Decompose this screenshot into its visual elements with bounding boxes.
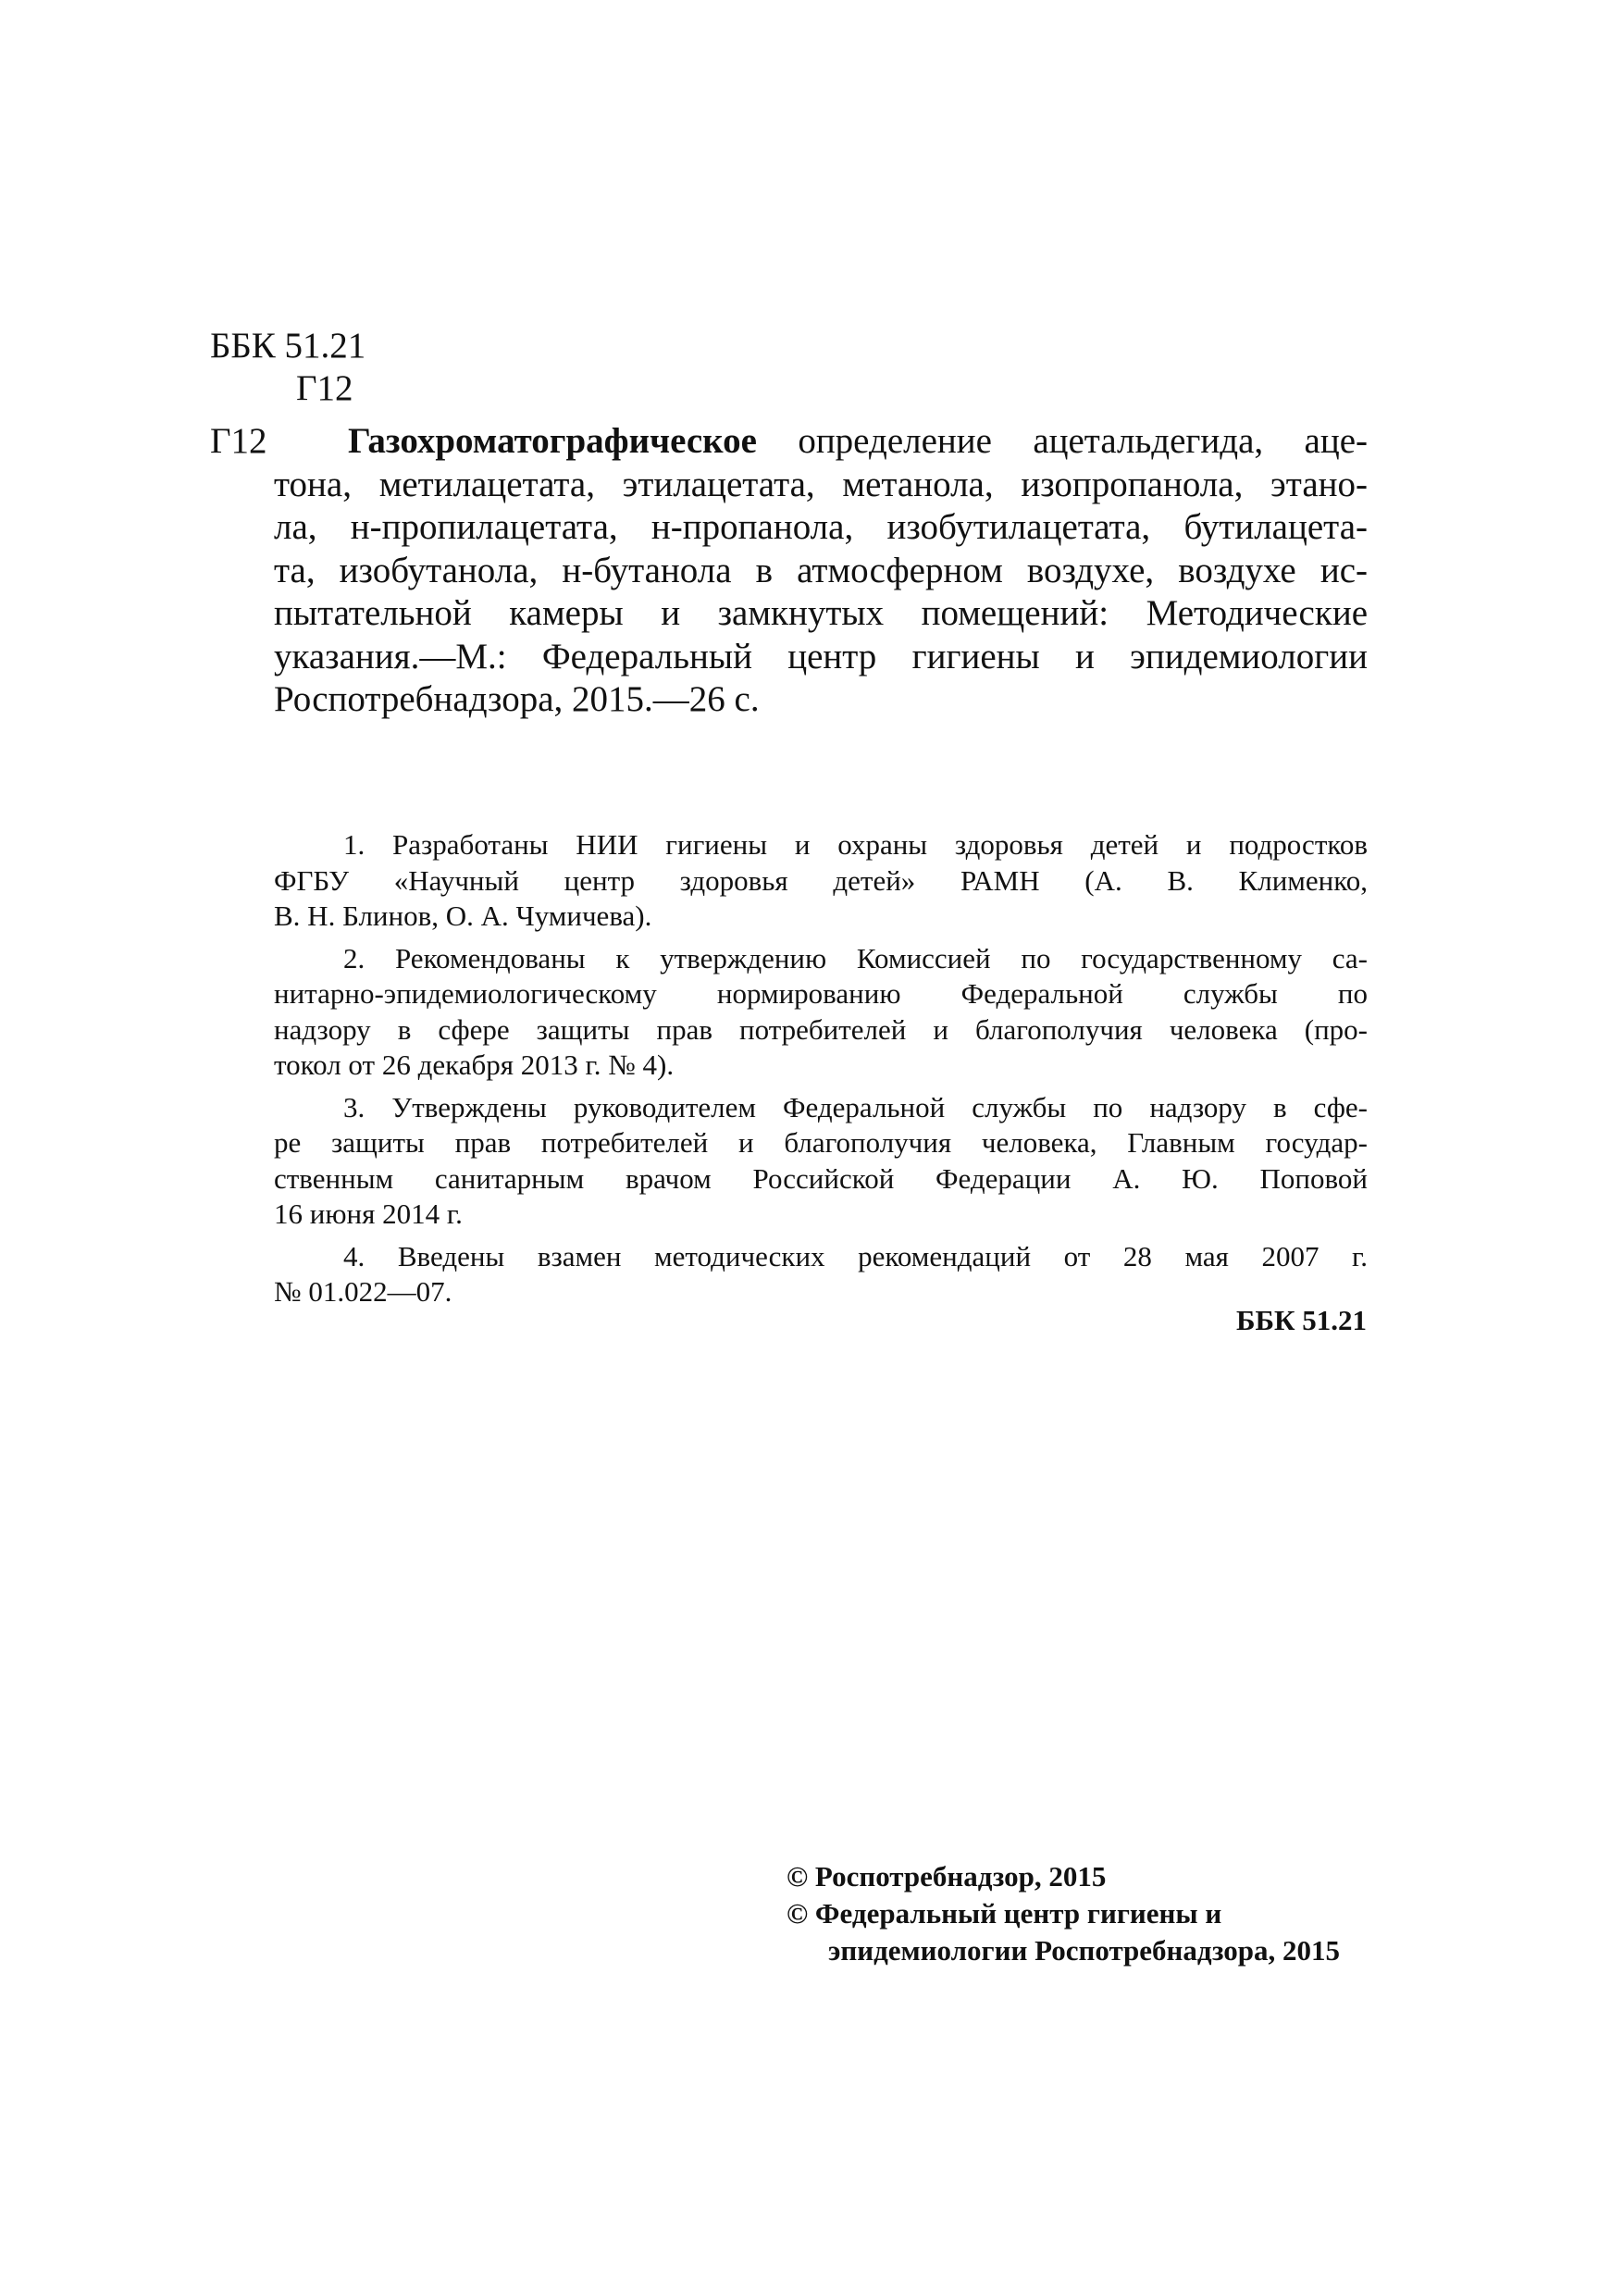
entry-line: тона, метилацетата, этилацетата, метанола, изопропанола, этано-	[274, 464, 1368, 504]
credit-line: 4. Введены взамен методических рекомендаций от 28 мая 2007 г.	[343, 1239, 1368, 1272]
entry-line-rest: определение ацетальдегида, аце-	[756, 421, 1368, 461]
bbk-code-bottom: ББК 51.21	[1236, 1304, 1367, 1336]
credit-line: ФГБУ «Научный центр здоровья детей» РАМН (А. В. Клименко,	[274, 863, 1368, 897]
credit-line: надзору в сфере защиты прав потребителей и благополучия человека (про-	[274, 1012, 1368, 1046]
copyright-line: эпидемиологии Роспотребнадзора, 2015	[828, 1934, 1340, 1967]
credit-item-4	[274, 1239, 1368, 1310]
credits-block	[274, 827, 1368, 1317]
credit-line: 3. Утверждены руководителем Федеральной службы по надзору в сфе-	[343, 1090, 1368, 1123]
credit-line: 1. Разработаны НИИ гигиены и охраны здоровья детей и подростков	[343, 828, 1368, 861]
entry-line: ла, н-пропилацетата, н-пропанола, изобутилацетата, бутилацета-	[274, 507, 1368, 547]
copyright-line: © Роспотребнадзор, 2015	[787, 1860, 1107, 1893]
copyright-block	[787, 1858, 1340, 1969]
entry-author-mark: Г12	[210, 421, 267, 461]
credit-item-3	[274, 1090, 1368, 1233]
entry-line: пытательной камеры и замкнутых помещений: Методические	[274, 593, 1368, 633]
entry-line: Роспотребнадзора, 2015.—26 с.	[274, 679, 760, 719]
credit-line: токол от 26 декабря 2013 г. № 4).	[274, 1049, 675, 1081]
entry-line	[274, 420, 1368, 464]
copyright-line: © Федеральный центр гигиены и	[787, 1897, 1222, 1930]
bibliographic-entry	[274, 420, 1368, 722]
credit-line: 2. Рекомендованы к утверждению Комиссией по государственному са-	[343, 941, 1368, 974]
author-mark: Г12	[296, 368, 353, 408]
entry-title: Газохроматографическое	[348, 421, 757, 461]
entry-line: та, изобутанола, н-бутанола в атмосферном воздухе, воздухе ис-	[274, 550, 1368, 590]
credit-line: В. Н. Блинов, О. А. Чумичева).	[274, 900, 652, 932]
credit-item-2	[274, 941, 1368, 1084]
credit-line: ре защиты прав потребителей и благополучия человека, Главным государ-	[274, 1126, 1368, 1159]
credit-line: нитарно-эпидемиологическому нормированию Федеральной службы по	[274, 977, 1368, 1010]
bbk-code: ББК 51.21	[210, 326, 366, 366]
credit-line: № 01.022—07.	[274, 1275, 452, 1308]
credit-line: ственным санитарным врачом Российской Федерации А. Ю. Поповой	[274, 1161, 1368, 1195]
credit-item-1	[274, 827, 1368, 935]
entry-line: указания.—М.: Федеральный центр гигиены и эпидемиологии	[274, 636, 1368, 676]
credit-line: 16 июня 2014 г.	[274, 1198, 463, 1230]
